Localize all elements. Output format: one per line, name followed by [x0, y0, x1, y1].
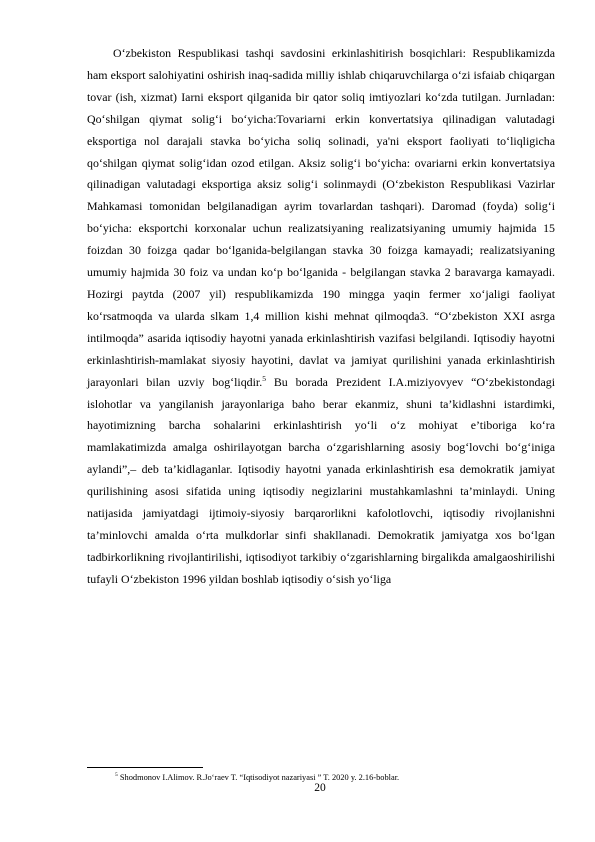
footnote-number: 5 — [115, 772, 118, 778]
main-paragraph — [87, 43, 555, 591]
paragraph-text-part1: O‘zbekiston Respublikasi tashqi savdosini erkinlashitirish bosqichlari: Respublikamizda ham eksport salohiyatini oshirish inaq-sadida milliy ishlab chiqaruvchilarga o‘zi isfaiab chiqargan tovar (ish, xizmat) Iarni eksport qilganida bir qator soliq imtiyozlari ko‘zda tutilgan. Jurnladan: Qo‘shilgan qiymat solig‘i bo‘yicha:Tovariarni erkin konvertatsiya qilinadigan valutadagi eksportiga nol darajali stavka bo‘yicha soliq solinadi, ya'ni eksport faoliyati to‘liqligicha qo‘shilgan qiymat solig‘idan ozod etilgan. Aksiz solig‘i bo‘yicha: ovariarni erkin konvertatsiya qilinadigan valutadagi eksportiga aksiz solig‘i solinmaydi (O‘zbekiston Respublikasi Vazirlar Mahkamasi tomonidan belgilanadigan ayrim tovarlardan tashqari). Daromad (foyda) solig‘i bo‘yicha: eksportchi korxonalar uchun realizatsiyaning realizatsiyaning umumiy hajmida 15 foizdan 30 foizga qadar bo‘lganida-belgilangan stavka 30 foizga kamayadi; realizatsiyaning umumiy hajmida 30 foiz va undan ko‘p bo‘lganida - belgilangan stavka 2 baravarga kamayadi. Hozirgi paytda (2007 yil) respublikamizda 190 mingga yaqin fermer xo‘jaligi faoliyat ko‘rsatmoqda va ularda slkam 1,4 million kishi mehnat qilmoqda3. “O‘zbekiston XXI asrga intilmoqda” asarida iqtisodiy hayotni yanada erkinlashtirish vazifasi belgilandi. Iqtisodiy hayotni erkinlashtirish-mamlakat siyosiy hayotini, davlat va jamiyat qurilishini yanada erkinlashtirish jarayonlari bilan uzviy bog‘liqdir. — [87, 46, 555, 389]
paragraph-text-part2: Bu borada Prezident I.A.miziyovyev “O‘zbekistondagi islohotlar va yangilanish jarayonlariga baho berar ekanmiz, shuni ta’kidlashni istardimki, hayotimizning barcha sohalarini erkinlashtirish yo‘li o‘z mohiyat e’tiboriga ko‘ra mamlakatimizda amalga oshirilayotgan barcha o‘zgarishlarning asosiy bog‘lovchi bo‘g‘iniga aylandi”,– deb ta’kidlaganlar. Iqtisodiy hayotni yanada erkinlashtirish esa demokratik jamiyat qurilishining asosi sifatida uning iqtisodiy negizlarini mustahkamlashni ta’minlaydi. Uning natijasida jamiyatdagi ijtimoiy-siyosiy barqarorlikni kafolotlovchi, iqtisodiy rivojlanishni ta’minlovchi amalda o‘rta mulkdorlar sinfi shakllanadi. Demokratik jamiyatga xos bo‘lgan tadbirkorlikning rivojlantirilishi, iqtisodiyot tarkibiy o‘zgarishlarning birgalikda amalgaoshirilishi tufayli O‘zbekiston 1996 yildan boshlab iqtisodiy o‘sish yo‘liga — [87, 374, 556, 586]
footnote-reference: 5 — [262, 373, 266, 383]
page-number: 20 — [314, 782, 326, 794]
footnote-text: Shodmonov I.Alimov. R.Jo‘raev T. “Iqtisodiyot nazariyasi ” T. 2020 y. 2.16-boblar. — [117, 772, 400, 782]
footnote-divider — [87, 767, 203, 768]
body-text — [87, 43, 555, 591]
